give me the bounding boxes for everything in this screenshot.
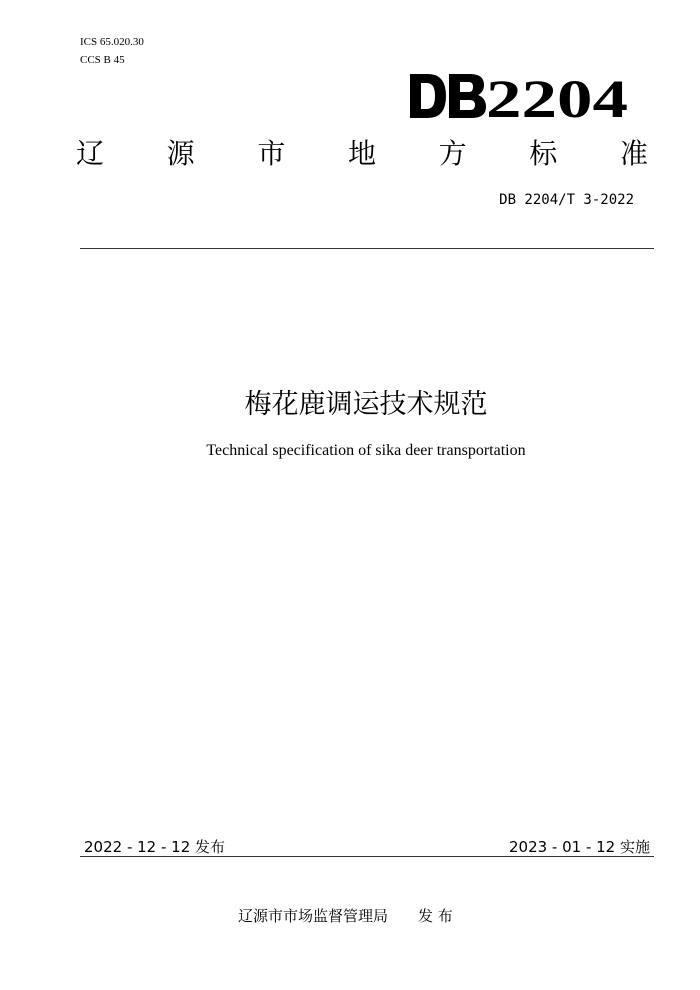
standard-name-char: 市 (257, 137, 286, 170)
document-title-chinese: 梅花鹿调运技术规范 (244, 389, 488, 420)
ics-code: ICS 65.020.30 (80, 36, 144, 48)
standard-type-name (76, 132, 648, 172)
ccs-code: CCS B 45 (80, 54, 125, 66)
standard-name-char: 准 (619, 137, 648, 170)
standard-name-char: 地 (347, 137, 376, 170)
footer-divider (80, 856, 654, 857)
implementation-date: 2023 - 01 - 12 实施 (508, 838, 650, 856)
issue-date: 2022 - 12 - 12 发布 (84, 838, 226, 856)
standard-name-char: 源 (166, 137, 195, 170)
standard-number: DB 2204/T 3-2022 (499, 192, 634, 208)
standard-name-char: 标 (529, 137, 558, 170)
issuing-authority: 辽源市市场监督管理局 发 布 (238, 907, 453, 925)
logo-letter-d (410, 74, 446, 118)
logo-letter-b (449, 74, 486, 118)
header-divider (80, 248, 654, 249)
standard-name-char: 辽 (76, 137, 105, 170)
logo-number: 2204 (486, 69, 628, 122)
db2204-logo (408, 66, 630, 122)
standard-name-char: 方 (438, 137, 467, 170)
document-title-english: Technical specification of sika deer transportation (206, 442, 526, 459)
